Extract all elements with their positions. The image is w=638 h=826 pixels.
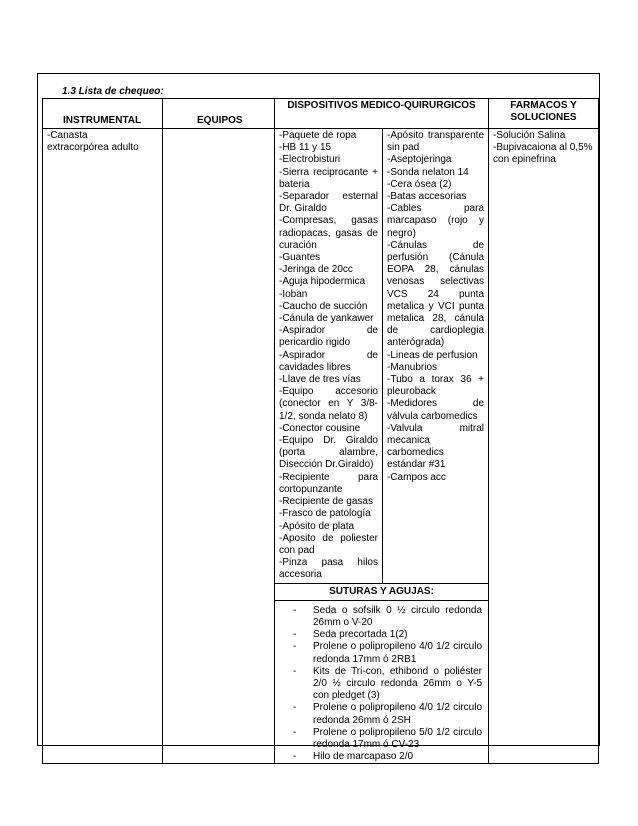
header-equipos: EQUIPOS: [163, 99, 275, 129]
dispositivo-item: -Manubrios: [387, 361, 438, 373]
dispositivos-col1-list: [279, 130, 378, 582]
instrumental-list: [47, 130, 158, 154]
content-row: [43, 129, 599, 584]
dispositivo-item: -HB 11 y 15: [279, 142, 332, 154]
sutura-item: [275, 629, 488, 641]
dispositivos-col2-cell: [383, 129, 489, 584]
dispositivo-item: -Aguja hipodermica: [279, 276, 366, 288]
dispositivo-item: -Lineas de perfusion: [387, 349, 478, 361]
dispositivo-item: -Equipo Dr. Giraldo (porta alambre, Disección Dr.Giraldo): [279, 435, 378, 471]
dispositivo-item: -Caucho de succión: [279, 300, 368, 312]
sutura-item: [275, 605, 488, 629]
dispositivo-item: -Frasco de patología: [279, 508, 371, 520]
sutura-item: [275, 666, 488, 703]
dispositivo-item: -Jeringa de 20cc: [279, 264, 353, 276]
sutura-bullet: -: [293, 751, 297, 763]
sutura-text: Seda precortada 1(2): [313, 629, 408, 641]
dispositivo-item: -Compresas, gasas radiopacas, gasas de curación: [279, 215, 378, 251]
instrumental-item: -Canasta: [47, 130, 88, 141]
equipos-cell: [163, 129, 275, 764]
sutura-text: Kits de Tri-con, ethibond o poliéster 2/0 ½ circulo redonda 26mm o Y-5 con pledget (3): [313, 665, 483, 702]
dispositivo-item: -Sierra reciprocante + bateria: [279, 166, 378, 190]
sutura-text: Prolene o polipropileno 4/0 1/2 circulo redonda 26mm ó 2SH: [313, 702, 483, 726]
dispositivo-item: -Llave de tres vías: [279, 374, 361, 386]
dispositivo-item: -Aspirador de pericardio rigido: [279, 325, 378, 349]
dispositivo-item: -Aposito de poliester con pad: [279, 532, 378, 556]
section-title: 1.3 Lista de chequeo:: [62, 86, 164, 97]
dispositivo-item: -Cables para marcapaso (rojo y negro): [387, 203, 485, 239]
sutura-bullet: -: [293, 604, 297, 616]
sutura-bullet: -: [293, 641, 297, 653]
sutura-item: [275, 702, 488, 726]
farmacos-cell: [489, 129, 599, 764]
sutura-text: Hilo de marcapaso 2/0: [313, 751, 414, 763]
dispositivo-item: -Paquete de ropa: [279, 130, 357, 141]
dispositivos-col1-cell: [275, 129, 383, 584]
dispositivo-item: -Pinza pasa hilos accesoria: [279, 557, 378, 581]
dispositivo-item: -Cánulas de perfusión (Cánula EOPA 28, cánulas venosas selectivas VCS 24 punta metalica y VCI punta metalica 28, cánula de cardioplegia anterógrada): [387, 239, 485, 349]
dispositivo-item: -Aspirador de cavidades libres: [279, 349, 378, 373]
sutura-item: [275, 727, 488, 751]
dispositivo-item: -Cera ósea (2): [387, 178, 452, 190]
dispositivo-item: -Batas accesorias: [387, 191, 467, 203]
dispositivo-item: -Electrobisturi: [279, 154, 341, 166]
checklist-table: [42, 98, 599, 764]
suturas-title: SUTURAS Y AGUJAS:: [275, 584, 488, 601]
suturas-cell: [275, 583, 489, 764]
farmaco-item: -Bupivacaiona al 0,5% con epinefrina: [493, 142, 593, 166]
dispositivo-item: -Recipiente de gasas: [279, 496, 373, 508]
dispositivo-item: -Separador esternal Dr. Giraldo: [279, 191, 378, 215]
farmaco-item: -Solución Salina: [493, 130, 566, 141]
sutura-bullet: -: [293, 702, 297, 714]
header-instrumental: INSTRUMENTAL: [43, 99, 163, 129]
header-dispositivos: DISPOSITIVOS MEDICO-QUIRURGICOS: [275, 99, 489, 129]
dispositivo-item: -Sonda nelaton 14: [387, 166, 469, 178]
dispositivo-item: -Apósito de plata: [279, 520, 355, 532]
header-row: [43, 99, 599, 129]
dispositivo-item: -Aseptojeringa: [387, 154, 452, 166]
sutura-text: Prolene o polipropileno 4/0 1/2 circulo redonda 17mm ó 2RB1: [313, 641, 483, 665]
sutura-bullet: -: [293, 726, 297, 738]
dispositivo-item: -Cánula de yankawer: [279, 313, 374, 325]
suturas-list: [275, 605, 488, 764]
instrumental-cell: [43, 129, 163, 764]
sutura-item: [275, 751, 488, 763]
dispositivo-item: -Recipiente para cortopunzante: [279, 471, 378, 495]
instrumental-item: extracorpórea adulto: [47, 142, 139, 154]
dispositivo-item: -Campos acc: [387, 471, 446, 483]
dispositivo-item: -Equipo accesorio (conector en Y 3/8-1/2, sonda nelato 8): [279, 386, 378, 422]
sutura-text: Prolene o polipropileno 5/0 1/2 circulo redonda 17mm ó CV-23: [313, 726, 483, 750]
sutura-text: Seda o sofsilk 0 ½ circulo redonda 26mm o V-20: [313, 604, 483, 628]
dispositivo-item: -Guantes: [279, 252, 321, 264]
sutura-item: [275, 641, 488, 665]
dispositivo-item: -Tubo a torax 36 + pleuroback: [387, 374, 485, 398]
dispositivo-item: -Conector cousine: [279, 422, 361, 434]
dispositivo-item: -Valvula mitral mecanica carbomedics estándar #31: [387, 422, 485, 471]
dispositivo-item: -Ioban: [279, 288, 308, 300]
dispositivos-col2-list: [387, 130, 484, 484]
dispositivo-item: -Apósito transparente sin pad: [387, 130, 485, 154]
dispositivo-item: -Medidores de válvula carbomedics: [387, 398, 485, 422]
sutura-bullet: -: [293, 629, 297, 641]
sutura-bullet: -: [293, 665, 297, 677]
header-farmacos: FARMACOS Y SOLUCIONES: [489, 99, 599, 129]
farmacos-list: [493, 130, 594, 167]
